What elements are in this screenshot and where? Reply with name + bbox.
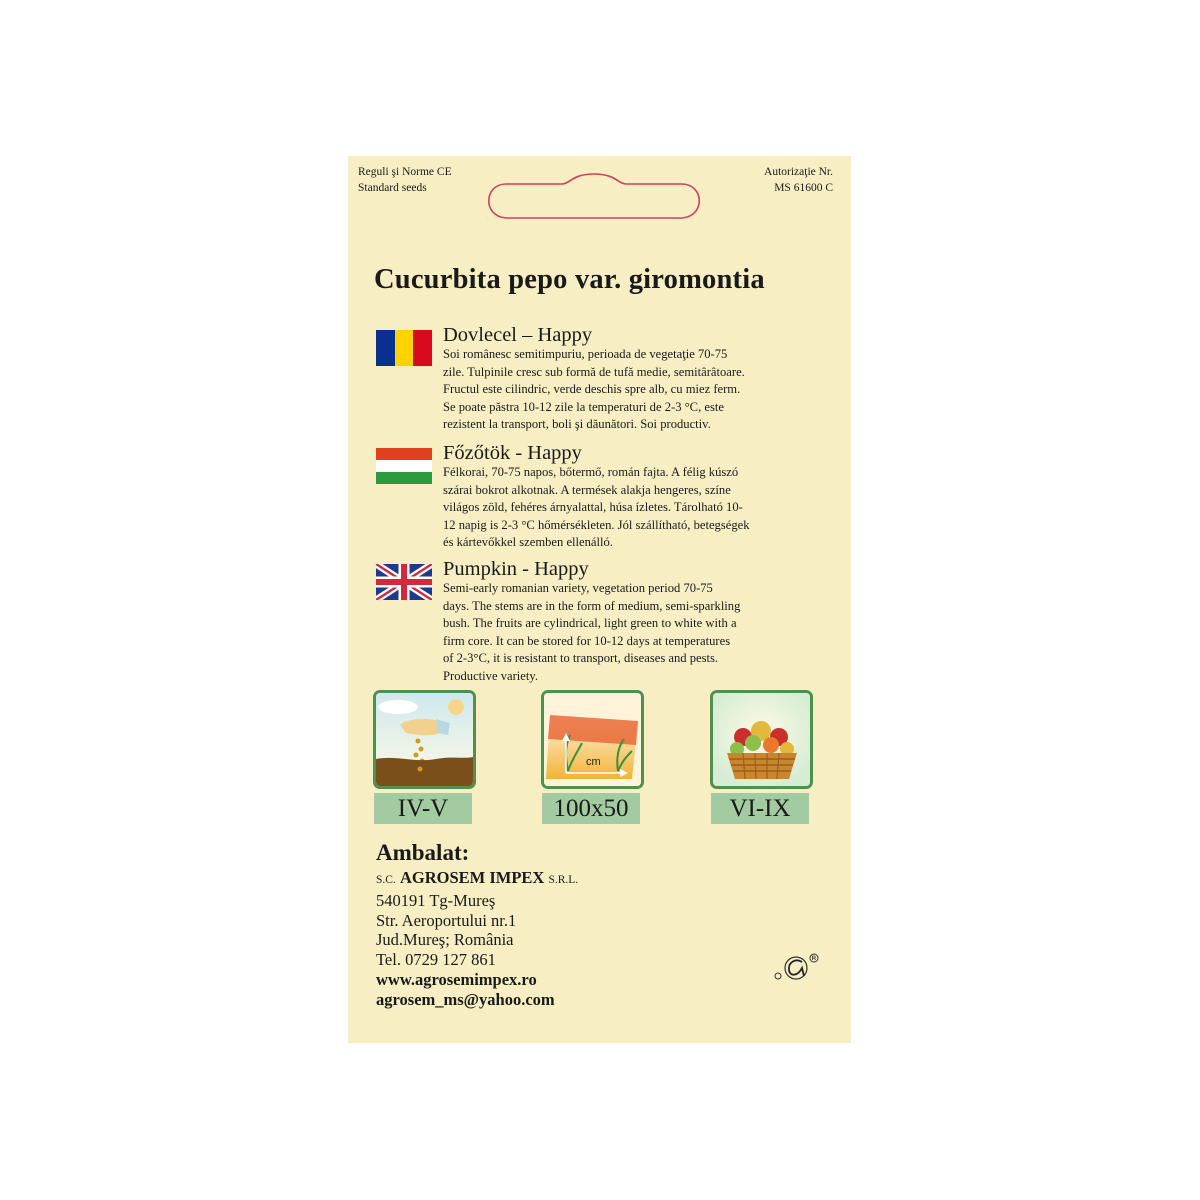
description-line: és kártevőkkel szemben ellenálló.: [443, 535, 613, 550]
description-line: világos zöld, fehéres árnyalattal, húsa ízletes. Tárolható 10-: [443, 500, 743, 515]
spacing-icon: [541, 690, 644, 789]
description-line: of 2-3°C, it is resistant to transport, diseases and pests.: [443, 651, 719, 666]
romania-flag-icon: [376, 330, 432, 366]
authorization-line: MS 61600 C: [774, 182, 833, 194]
company-suffix: S.R.L.: [548, 874, 579, 886]
website-link[interactable]: www.agrosemimpex.ro: [376, 969, 537, 989]
description-line: Soi românesc semitimpuriu, perioada de vegetaţie 70-75: [443, 347, 728, 361]
authorization-note: [764, 164, 833, 196]
harvest-card: [710, 690, 813, 824]
variety-title: Dovlecel – Happy: [443, 324, 593, 346]
hang-hole-outline: [478, 170, 710, 226]
latin-name: Cucurbita pepo var. giromontia: [374, 264, 765, 295]
packer-info: [376, 838, 776, 1010]
hungary-flag-icon: [376, 448, 432, 484]
harvest-icon: [710, 690, 813, 789]
company-prefix: S.C.: [376, 874, 396, 886]
description-line: Semi-early romanian variety, vegetation period 70-75: [443, 581, 713, 595]
description-line: zile. Tulpinile cresc sub formă de tufă medie, semitârâtoare.: [443, 364, 745, 379]
description-line: bush. The fruits are cylindrical, light green to white with a: [443, 616, 737, 631]
seed-packet-back: [348, 156, 851, 1043]
variety-title: Pumpkin - Happy: [443, 558, 589, 580]
cultivation-icons: [373, 690, 818, 824]
standards-note: [358, 164, 452, 196]
description-line: Fructul este cilindric, verde deschis spre alb, cu miez ferm.: [443, 382, 741, 397]
alpha-logo-icon: [772, 952, 824, 984]
phone-number: Tel. 0729 127 861: [376, 950, 496, 970]
sowing-period: IV-V: [374, 793, 472, 824]
email-link[interactable]: agrosem_ms@yahoo.com: [376, 989, 555, 1009]
variety-description: [443, 580, 838, 686]
description-line: days. The stems are in the form of medium, semi-sparkling: [443, 598, 741, 613]
standards-line: Reguli şi Norme CE: [358, 166, 452, 178]
uk-flag-icon: [376, 564, 432, 600]
description-line: firm core. It can be stored for 10-12 days at temperatures: [443, 633, 731, 648]
sowing-icon: [373, 690, 476, 789]
cm-unit-label: cm: [586, 756, 601, 768]
street-address: Str. Aeroportului nr.1: [376, 910, 517, 930]
harvest-period: VI-IX: [711, 793, 809, 824]
company-line: [376, 868, 776, 891]
description-line: Productive variety.: [443, 668, 539, 683]
variety-description: [443, 464, 838, 552]
company-name: AGROSEM IMPEX: [399, 868, 545, 887]
description-line: rezistent la transport, boli şi dăunători. Soi productiv.: [443, 417, 711, 432]
authorization-line: Autorizaţie Nr.: [764, 166, 833, 178]
description-line: Se poate păstra 10-12 zile la temperaturi de 2-3 °C, este: [443, 399, 724, 414]
variety-title: Főzőtök - Happy: [443, 442, 582, 464]
variety-description: [443, 346, 838, 434]
description-line: 12 napig is 2-3 °C hőmérsékleten. Jól szállítható, betegségek: [443, 517, 750, 532]
spacing-card: [541, 690, 644, 824]
packer-heading: Ambalat:: [376, 840, 470, 865]
description-line: Félkorai, 70-75 napos, bőtermő, román fajta. A félig kúszó: [443, 465, 739, 479]
sowing-card: [373, 690, 476, 824]
postal-address: 540191 Tg-Mureş: [376, 890, 496, 910]
description-line: szárai bokrot alkotnak. A termések alakja hengeres, színe: [443, 482, 731, 497]
county-country: Jud.Mureş; România: [376, 930, 514, 950]
standards-line: Standard seeds: [358, 182, 427, 194]
plant-spacing: 100x50: [542, 793, 640, 824]
